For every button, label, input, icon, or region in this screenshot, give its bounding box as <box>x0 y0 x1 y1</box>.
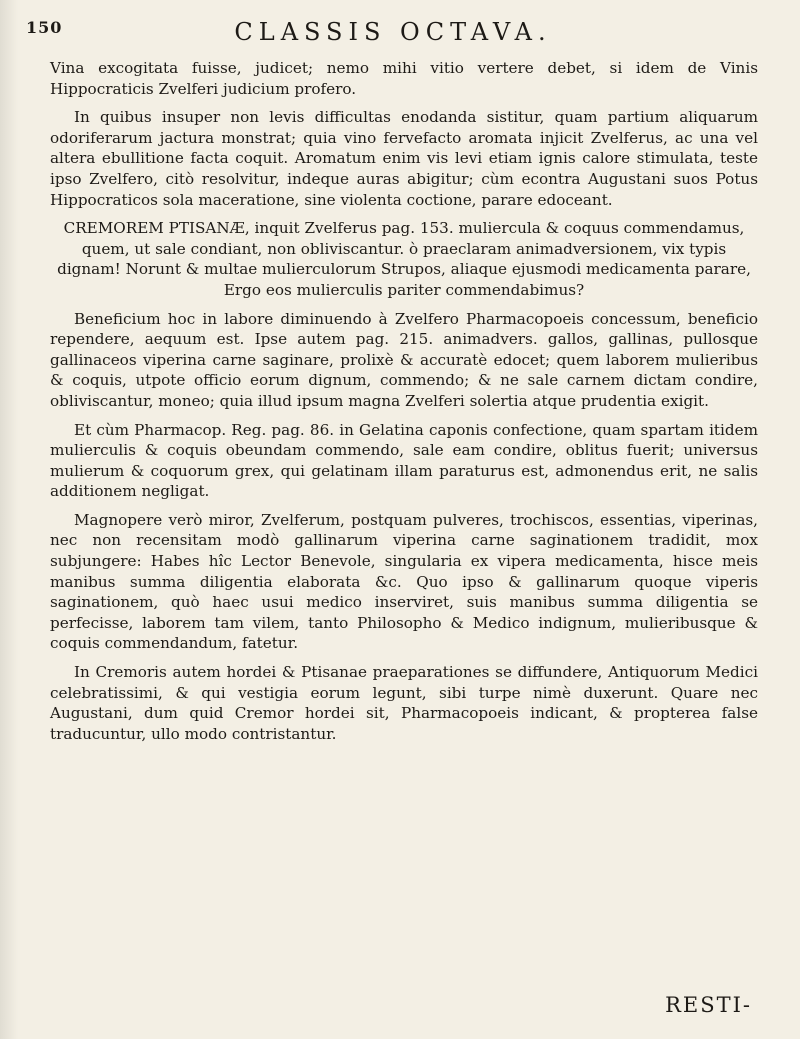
running-head <box>26 18 760 48</box>
paragraph: Beneficium hoc in labore diminuendo à Zvelfero Pharmacopoeis concessum, beneficio rependere, aequum est. Ipse autem pag. 215. animadvers. gallos, gallinas, pullosque gallinaceos viperina carne saginare, prolixè & accuratè edocet; quem laborem mulieribus & coquis, utpote officio eorum dignum, commendo; & ne sale carnem dictam condire, obliviscantur, moneo; quia illud ipsum magna Zvelferi solertia atque prudentia exigit. <box>50 309 758 410</box>
running-title: CLASSIS OCTAVA. <box>234 18 552 46</box>
page-number: 150 <box>26 18 63 37</box>
paragraph: Et cùm Pharmacop. Reg. pag. 86. in Gelatina caponis confectione, quam spartam itidem mulierculis & coquis obeundam commendo, sale eam condire, oblitus fuerit; universus mulierum & coquorum grex, qui gelatinam illam paraturus est, admonendus erit, ne salis additionem negligat. <box>50 420 758 501</box>
body-text <box>50 58 758 752</box>
catchword: RESTI- <box>665 993 752 1017</box>
paragraph: In quibus insuper non levis difficultas enodanda sistitur, quam partium aliquarum odoriferarum jactura monstrat; quia vino fervefacto aromata injicit Zvelferus, ac una vel altera ebullitione facta coquit. Aromatum enim vis levi etiam ignis calore stimulata, teste ipso Zvelfero, citò resolvitur, indeque auras abigitur; cùm econtra Augustani suos Potus Hippocraticos sola maceratione, sine violenta coctione, parare edoceant. <box>50 108 758 209</box>
paragraph: Vina excogitata fuisse, judicet; nemo mihi vitio vertere debet, si idem de Vinis Hippocraticis Zvelferi judicium profero. <box>50 59 758 98</box>
paragraph: CREMOREM PTISANÆ, inquit Zvelferus pag. 153. muliercula & coquus commendamus, quem, ut sale condiant, non obliviscantur. ò praeclaram animadversionem, vix typis dignam! Norunt & multae mulierculorum Strupos, aliaque ejusmodi medicamenta parare, Ergo eos mulierculis pariter commendabimus? <box>57 219 751 299</box>
gutter-shadow <box>0 0 18 1039</box>
paragraph: In Cremoris autem hordei & Ptisanae praeparationes se diffundere, Antiquorum Medici celebratissimi, & qui vestigia eorum legunt, sibi turpe nimè duxerunt. Quare nec Augustani, dum quid Cremor hordei sit, Pharmacopoeis indicant, & propterea false traducuntur, ullo modo contristantur. <box>50 663 758 743</box>
paragraph: Magnopere verò miror, Zvelferum, postquam pulveres, trochiscos, essentias, viperinas, nec non recensitam modò gallinarum viperina carne saginationem tradidit, mox subjungere: Habes hîc Lector Benevole, singularia ex vipera medicamenta, hisce meis manibus summa diligentia elaborata &c. Quo ipso & gallinarum quoque viperis saginationem, quò haec usui medico inserviret, suis manibus summa diligentia se perfecisse, laborem tam vilem, tanto Philosopho & Medico indignum, mulieribusque & coquis commendandum, fatetur. <box>50 510 758 653</box>
